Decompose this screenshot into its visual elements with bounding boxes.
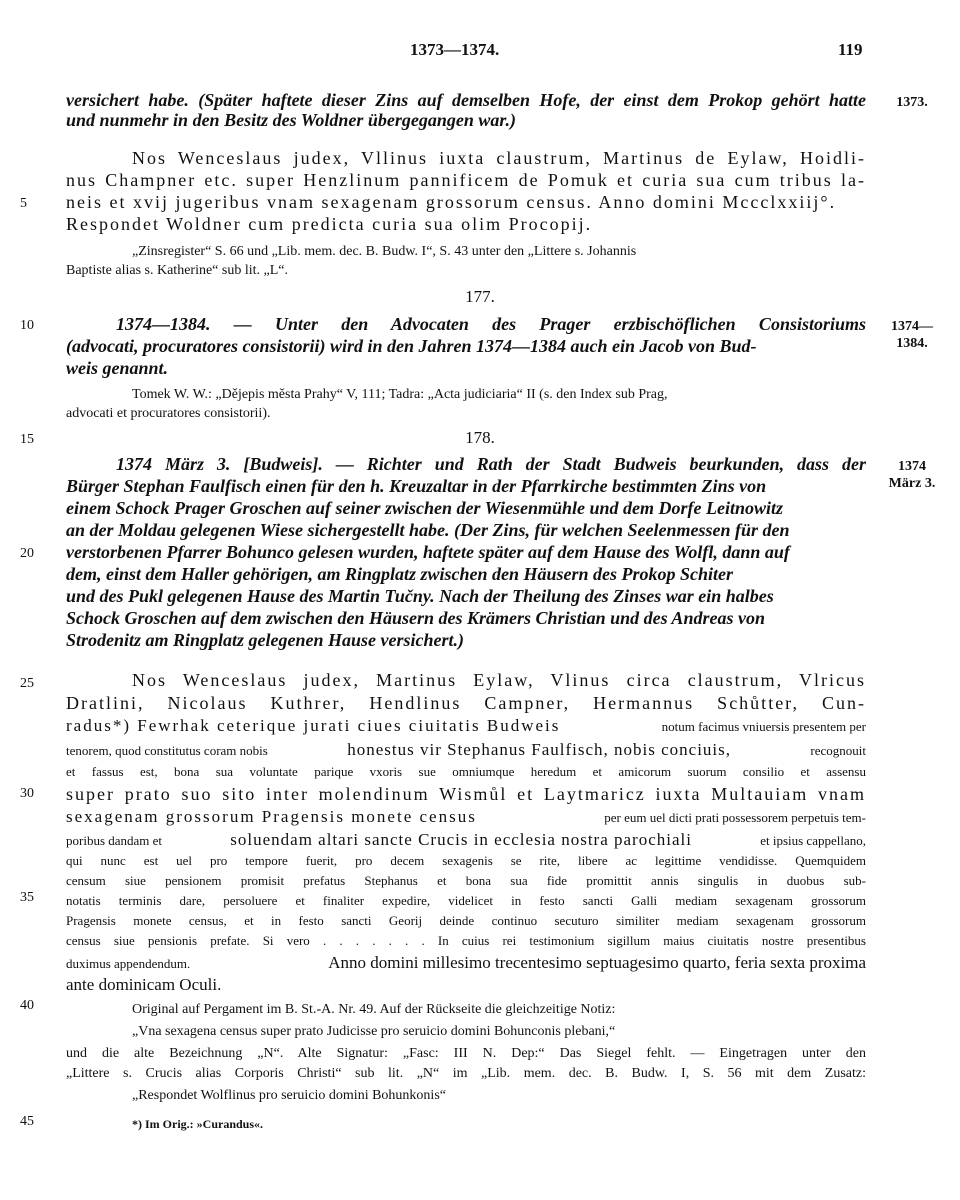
line-number-40: 40 xyxy=(20,998,34,1013)
doc178-text-line: notatis terminis dare, persoluere et finaliter expedire, videlicet in festo sancti Galli mediam sexagenam grossorum xyxy=(66,893,866,908)
line-number-15: 15 xyxy=(20,432,34,447)
doc178-note-line: „Vna sexagena census super prato Judicisse pro seruicio domini Bohunconis plebani,“ xyxy=(132,1024,616,1039)
doc176-text-line: neis et xvij jugeribus vnam sexagenam grossorum census. Anno domini Mccclxxiij°. xyxy=(66,192,837,212)
doc178-text-line: qui nunc est uel pro tempore fuerit, pro decem sexagenis se rite, libere ac legittime vendidisse. Quemquidem xyxy=(66,853,866,868)
doc178-text-segment: per eum uel dicti prati possessorem perpetuis tem- xyxy=(604,810,866,825)
doc178-regest-line: Schock Groschen auf dem zwischen den Häusern des Krämers Christian und des Andreas von xyxy=(66,608,765,628)
doc178-text-line: Pragensis monete census, et in festo sancti Georij deinde continuo secuturo similiter mediam sexagenam grossorum xyxy=(66,913,866,928)
doc177-note-line: advocati et procuratores consistorii). xyxy=(66,406,271,421)
doc178-text-segment: recognouit xyxy=(810,743,866,758)
line-number-45: 45 xyxy=(20,1114,34,1129)
line-number-30: 30 xyxy=(20,786,34,801)
doc178-text-segment: duximus appendendum. xyxy=(66,956,191,971)
margin-date-1374-1384-end: 1384. xyxy=(896,336,928,351)
footnote: *) Im Orig.: »Curandus«. xyxy=(132,1117,264,1131)
doc178-regest-line: an der Moldau gelegenen Wiese sichergestellt habe. (Der Zins, für welchen Seelenmessen für den xyxy=(66,520,790,540)
doc178-note-line: „Littere s. Crucis alias Corporis Christi“ sub lit. „N“ im „Lib. mem. dec. B. Budw. I, S. 56 mit dem Zusatz: xyxy=(66,1066,866,1081)
doc176-text-line: nus Champner etc. super Henzlinum pannificem de Pomuk et curia sua cum tribus la- xyxy=(66,170,866,190)
doc178-text-line: Nos Wenceslaus judex, Martinus Eylaw, Vlinus circa claustrum, Vlricus xyxy=(132,670,866,690)
doc178-regest-line: einem Schock Prager Groschen auf seiner zwischen der Wiesenmühle und dem Dorfe Leitnowitz xyxy=(66,498,784,518)
doc176-note-line: „Zinsregister“ S. 66 und „Lib. mem. dec. B. Budw. I“, S. 43 unter den „Littere s. Johannis xyxy=(132,244,637,259)
doc178-regest-line: 1374 März 3. [Budweis]. — Richter und Rath der Stadt Budweis beurkunden, dass der xyxy=(116,454,866,474)
doc178-note-line: und die alte Bezeichnung „N“. Alte Signatur: „Fasc: III N. Dep:“ Das Siegel fehlt. — Eingetragen unter den xyxy=(66,1046,866,1061)
doc178-text-line xyxy=(66,953,866,973)
line-number-5: 5 xyxy=(20,196,27,211)
doc178-regest-line: dem, einst dem Haller gehörigen, am Ringplatz zwischen den Häusern des Prokop Schiter xyxy=(66,564,734,584)
doc178-text-line: census siue pensionis prefate. Si vero . . . . . . . In cuius rei testimonium sigillum maius ciuitatis nostre presentibus xyxy=(66,933,866,948)
doc177-regest-line: weis genannt. xyxy=(66,358,169,378)
margin-date-1374-1384-start: 1374— xyxy=(891,319,933,334)
margin-date-1374-march xyxy=(872,458,952,492)
doc178-text-line xyxy=(66,830,866,850)
doc178-regest-line: verstorbenen Pfarrer Bohunco gelesen wurden, haftete später auf dem Hause des Wolfl, dann auf xyxy=(66,542,790,562)
doc178-text-line xyxy=(66,716,866,736)
doc178-regest-line: Bürger Stephan Faulfisch einen für den h. Kreuzaltar in der Pfarrkirche bestimmten Zins von xyxy=(66,476,767,496)
doc178-text-line xyxy=(66,807,866,827)
doc178-text-segment: radus*) Fewrhak ceterique jurati ciues ciuitatis Budweis xyxy=(66,716,561,735)
doc178-text-segment: poribus dandam et xyxy=(66,833,163,848)
line-number-10: 10 xyxy=(20,318,34,333)
doc178-text-line xyxy=(66,740,866,760)
doc177-regest-line: 1374—1384. — Unter den Advocaten des Prager erzbischöflichen Consistoriums xyxy=(116,314,866,334)
margin-date-1374-day: März 3. xyxy=(888,476,936,491)
doc177-regest-line: (advocati, procuratores consistorii) wird in den Jahren 1374—1384 auch ein Jacob von Bud- xyxy=(66,336,757,356)
doc178-note-line: „Respondet Wolflinus pro seruicio domini Bohunkonis“ xyxy=(132,1088,446,1103)
doc178-text-line: super prato suo sito inter molendinum Wismůl et Laytmaricz iuxta Multauiam vnam xyxy=(66,784,866,804)
doc176-regest-line: und nunmehr in den Besitz des Woldner übergegangen war.) xyxy=(66,110,516,130)
margin-date-1374-year: 1374 xyxy=(898,459,926,474)
doc178-text-segment: honestus vir Stephanus Faulfisch, nobis conciuis, xyxy=(347,740,732,759)
line-number-35: 35 xyxy=(20,890,34,905)
page-number: 119 xyxy=(838,40,863,59)
doc178-text-segment: et ipsius cappellano, xyxy=(760,833,866,848)
doc178-text-line: ante dominicam Oculi. xyxy=(66,975,222,994)
doc177-number: 177. xyxy=(465,287,495,306)
doc178-text-segment: sexagenam grossorum Pragensis monete census xyxy=(66,807,477,826)
doc178-text-segment: notum facimus vniuersis presentem per xyxy=(661,719,866,734)
doc178-text-line: censum siue pensionem promisit prefatus Stephanus et bona sua fide promittit annis singulis in duobus sub- xyxy=(66,873,866,888)
doc178-number: 178. xyxy=(465,428,495,447)
margin-date-1373: 1373. xyxy=(896,95,928,110)
doc178-text-segment: Anno domini millesimo trecentesimo septuagesimo quarto, feria sexta proxima xyxy=(328,953,866,972)
doc177-note-line: Tomek W. W.: „Dějepis města Prahy“ V, 111; Tadra: „Acta judiciaria“ II (s. den Index sub Prag, xyxy=(132,387,668,402)
doc178-regest-line: und des Pukl gelegenen Hause des Martin Tučny. Nach der Theilung des Zinses war ein halbes xyxy=(66,586,774,606)
doc176-regest-line: versichert habe. (Später haftete dieser Zins auf demselben Hofe, der einst dem Prokop gehört hatte xyxy=(66,90,866,110)
running-header-range: 1373—1374. xyxy=(410,40,500,59)
doc178-text-segment: tenorem, quod constitutus coram nobis xyxy=(66,743,268,758)
doc178-text-line: et fassus est, bona sua voluntate parique vxoris sue omniumque heredum et amicorum suorum consilio et assensu xyxy=(66,764,866,779)
line-number-25: 25 xyxy=(20,676,34,691)
doc178-regest-line: Strodenitz am Ringplatz gelegenen Hause versichert.) xyxy=(66,630,465,650)
line-number-20: 20 xyxy=(20,546,34,561)
doc178-note-line: Original auf Pergament im B. St.-A. Nr. 49. Auf der Rückseite die gleichzeitige Notiz: xyxy=(132,1002,616,1017)
doc176-text-line: Nos Wenceslaus judex, Vllinus iuxta claustrum, Martinus de Eylaw, Hoidli- xyxy=(132,148,866,168)
doc178-text-segment: soluendam altari sancte Crucis in ecclesia nostra parochiali xyxy=(230,830,692,849)
doc176-note-line: Baptiste alias s. Katherine“ sub lit. „L“. xyxy=(66,263,288,278)
doc176-text-line: Respondet Woldner cum predicta curia sua olim Procopij. xyxy=(66,214,593,234)
doc178-text-line: Dratlini, Nicolaus Kuthrer, Hendlinus Campner, Hermannus Schůtter, Cun- xyxy=(66,693,866,713)
margin-date-1374-1384 xyxy=(872,318,952,352)
